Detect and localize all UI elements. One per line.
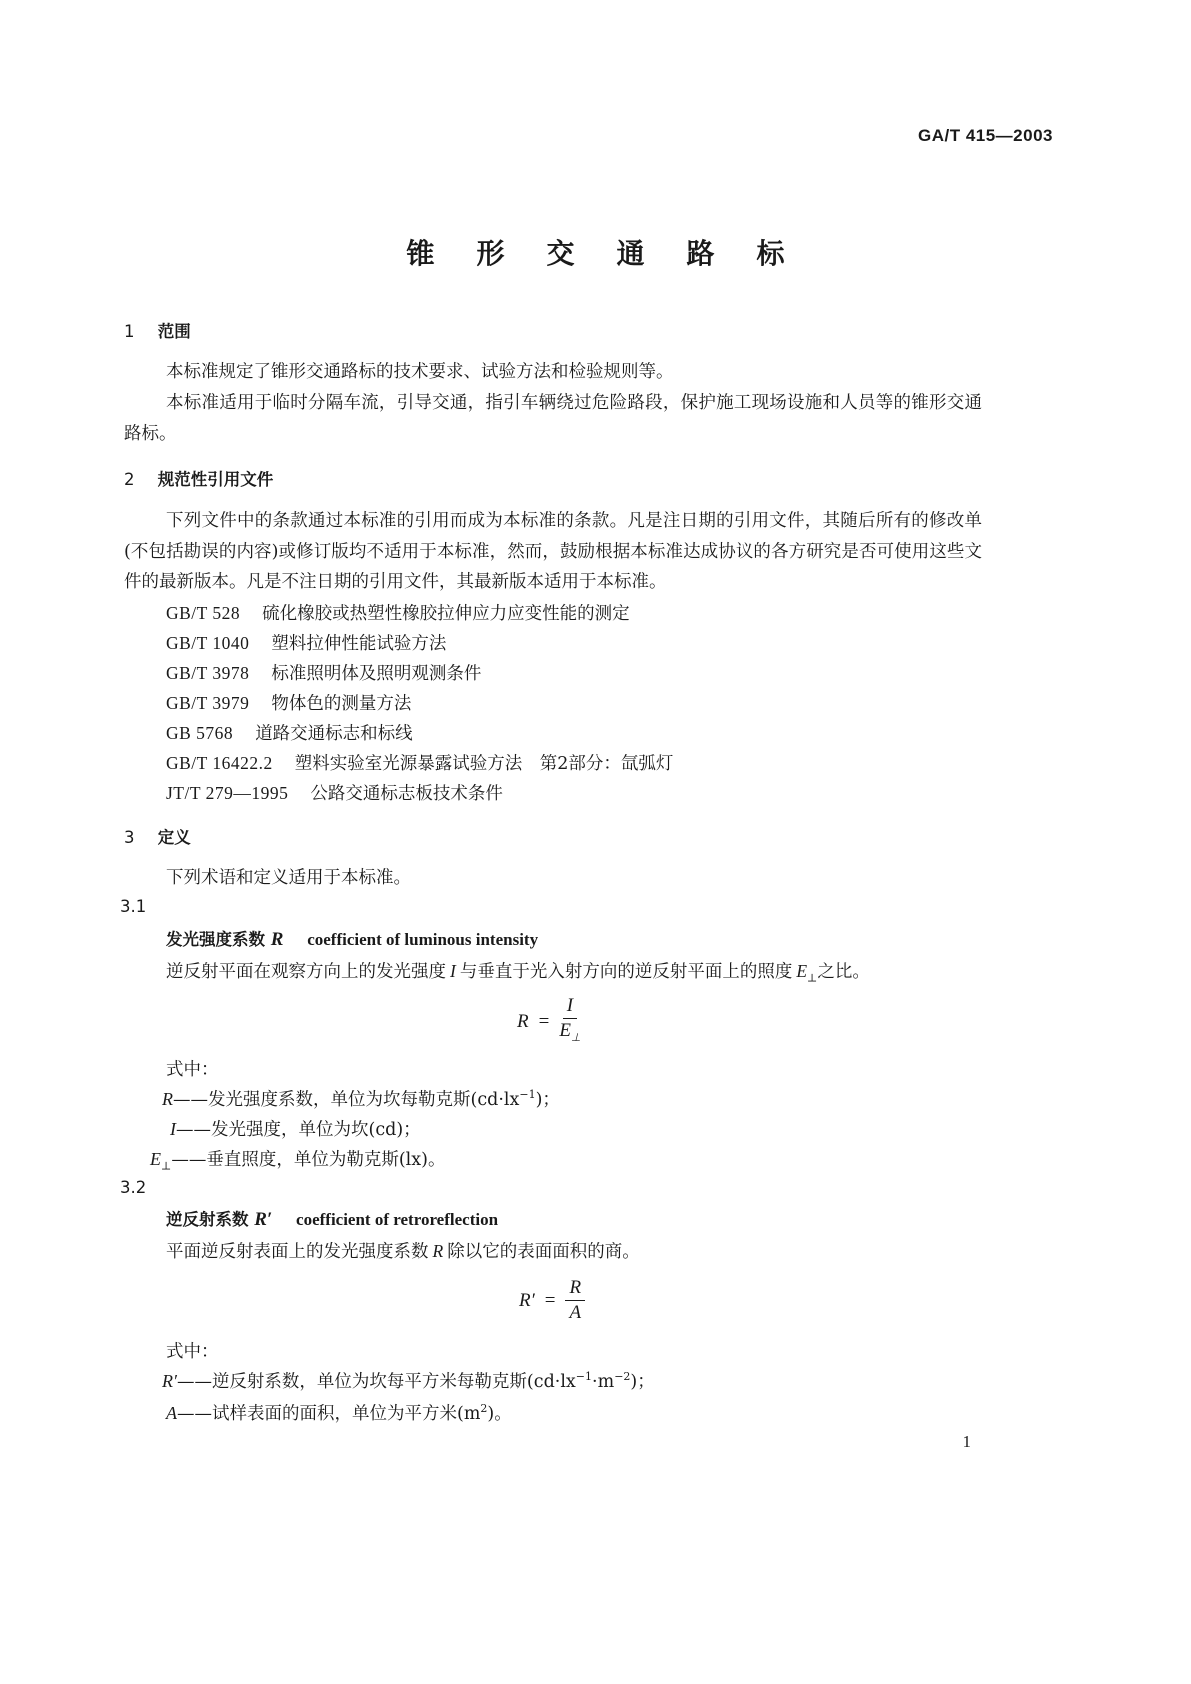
variable-definition [166, 1400, 512, 1425]
section-title: 定义 [157, 828, 191, 847]
reference-code: GB/T 16422.2 [166, 753, 273, 773]
reference-item [166, 750, 673, 775]
variable-symbol: R [162, 1089, 173, 1109]
variable-subscript: ⊥ [161, 1159, 172, 1173]
formula-3-2 [519, 1278, 585, 1323]
variable-text: )； [535, 1090, 560, 1110]
reference-title: 物体色的测量方法 [271, 694, 412, 714]
section-1-paragraph-2: 本标准适用于临时分隔车流，引导交通，指引车辆绕过危险路段，保护施工现场设施和人员等的锥形交通路标。 [124, 393, 982, 444]
variable-text: ——垂直照度，单位为勒克斯(lx)。 [171, 1150, 446, 1170]
definition-text: 之比。 [817, 962, 870, 982]
section-number: 1 [124, 322, 135, 341]
reference-item [166, 690, 411, 715]
variable-text: ——试样表面的面积，单位为平方米(m [177, 1404, 481, 1424]
reference-item [166, 720, 413, 745]
fraction-denominator [559, 1019, 580, 1048]
term-english: coefficient of luminous intensity [307, 930, 539, 949]
symbol-e: E [796, 961, 808, 981]
formula-fraction [559, 996, 580, 1048]
standard-number: GA/T 415—2003 [917, 126, 1053, 145]
reference-title: 公路交通标志板技术条件 [310, 784, 503, 804]
definition-text: 平面逆反射表面上的发光强度系数 [166, 1242, 429, 1262]
term-chinese: 发光强度系数 [166, 930, 265, 949]
fraction-numerator: I [563, 996, 577, 1019]
variable-symbol: E [150, 1149, 161, 1169]
variable-symbol: R′ [162, 1371, 177, 1391]
variable-text: ·m [592, 1372, 615, 1392]
fraction-numerator: R [565, 1278, 585, 1301]
formula-lhs: R [517, 1010, 529, 1032]
reference-item [166, 660, 481, 685]
reference-code: JT/T 279—1995 [166, 783, 289, 803]
section-title: 范围 [157, 322, 191, 341]
unit-exponent: 2 [480, 1402, 488, 1416]
variable-definition [162, 1368, 655, 1393]
term-3-2 [166, 1206, 498, 1231]
section-3-heading [124, 824, 191, 848]
reference-item [166, 630, 446, 655]
section-2-paragraph: 下列文件中的条款通过本标准的引用而成为本标准的条款。凡是注日期的引用文件，其随后所有的修改单(不包括勘误的内容)或修订版均不适用于本标准，然而，鼓励根据本标准达成协议的各方研究是否可使用这些文件的最新版本。凡是不注日期的引用文件，其最新版本适用于本标准。 [124, 511, 982, 592]
section-1-heading [124, 318, 191, 342]
unit-exponent: −2 [614, 1370, 631, 1384]
section-title: 规范性引用文件 [157, 470, 274, 489]
term-symbol: R [270, 929, 284, 950]
section-1-paragraph-1: 本标准规定了锥形交通路标的技术要求、试验方法和检验规则等。 [166, 362, 674, 382]
term-english: coefficient of retroreflection [296, 1210, 499, 1229]
clause-number-3-2: 3.2 [120, 1178, 147, 1197]
formula-fraction [565, 1278, 585, 1323]
term-chinese: 逆反射系数 [166, 1210, 249, 1229]
term-symbol: R′ [254, 1209, 273, 1230]
document-title: 锥形交通路标 [406, 237, 827, 270]
reference-title: 硫化橡胶或热塑性橡胶拉伸应力应变性能的测定 [262, 604, 630, 624]
variable-symbol: I [170, 1119, 176, 1139]
reference-title: 标准照明体及照明观测条件 [271, 664, 482, 684]
variable-definition [162, 1086, 560, 1111]
page-number: 1 [962, 1432, 971, 1451]
fraction-denominator: A [569, 1302, 582, 1323]
formula-equals: = [544, 1289, 556, 1311]
denominator-subscript: ⊥ [570, 1031, 581, 1044]
variable-text: ——发光强度系数，单位为坎每勒克斯(cd·lx [173, 1090, 520, 1110]
variable-definition [150, 1146, 445, 1173]
definition-text: 除以它的表面面积的商。 [447, 1242, 640, 1262]
where-label: 式中： [166, 1342, 219, 1362]
symbol-i: I [450, 961, 456, 981]
reference-title: 道路交通标志和标线 [255, 724, 413, 744]
section-3-intro: 下列术语和定义适用于本标准。 [166, 868, 411, 888]
reference-code: GB/T 3978 [166, 663, 250, 683]
unit-exponent: −1 [575, 1370, 593, 1384]
reference-item [166, 780, 503, 805]
section-number: 2 [124, 470, 135, 489]
section-number: 3 [124, 828, 135, 847]
variable-text: ——逆反射系数，单位为坎每平方米每勒克斯(cd·lx [176, 1372, 576, 1392]
definition-text: 与垂直于光入射方向的逆反射平面上的照度 [459, 962, 793, 982]
denominator-symbol: E [559, 1020, 571, 1041]
formula-3-1 [517, 996, 581, 1048]
clause-number-3-1: 3.1 [120, 897, 147, 916]
where-label: 式中： [166, 1060, 219, 1080]
reference-code: GB/T 528 [166, 603, 241, 623]
reference-title: 塑料拉伸性能试验方法 [271, 634, 447, 654]
definition-text: 逆反射平面在观察方向上的发光强度 [166, 962, 446, 982]
variable-text: )； [630, 1372, 655, 1392]
definition-3-1 [166, 958, 870, 985]
definition-3-2 [166, 1238, 640, 1263]
unit-exponent: −1 [519, 1088, 536, 1102]
variable-definition [170, 1116, 421, 1141]
reference-code: GB/T 3979 [166, 693, 250, 713]
formula-lhs: R′ [519, 1289, 535, 1311]
reference-code: GB/T 1040 [166, 633, 250, 653]
reference-title: 塑料实验室光源暴露试验方法 第2部分：氙弧灯 [294, 754, 674, 774]
variable-symbol: A [166, 1403, 177, 1423]
reference-item [166, 600, 630, 625]
symbol-r: R [432, 1241, 444, 1261]
reference-code: GB 5768 [166, 723, 234, 743]
term-3-1 [166, 926, 538, 951]
variable-text: )。 [487, 1404, 512, 1424]
variable-text: ——发光强度，单位为坎(cd)； [176, 1120, 421, 1140]
formula-equals: = [538, 1010, 550, 1032]
symbol-subscript: ⊥ [807, 971, 818, 985]
section-2-heading [124, 466, 273, 490]
